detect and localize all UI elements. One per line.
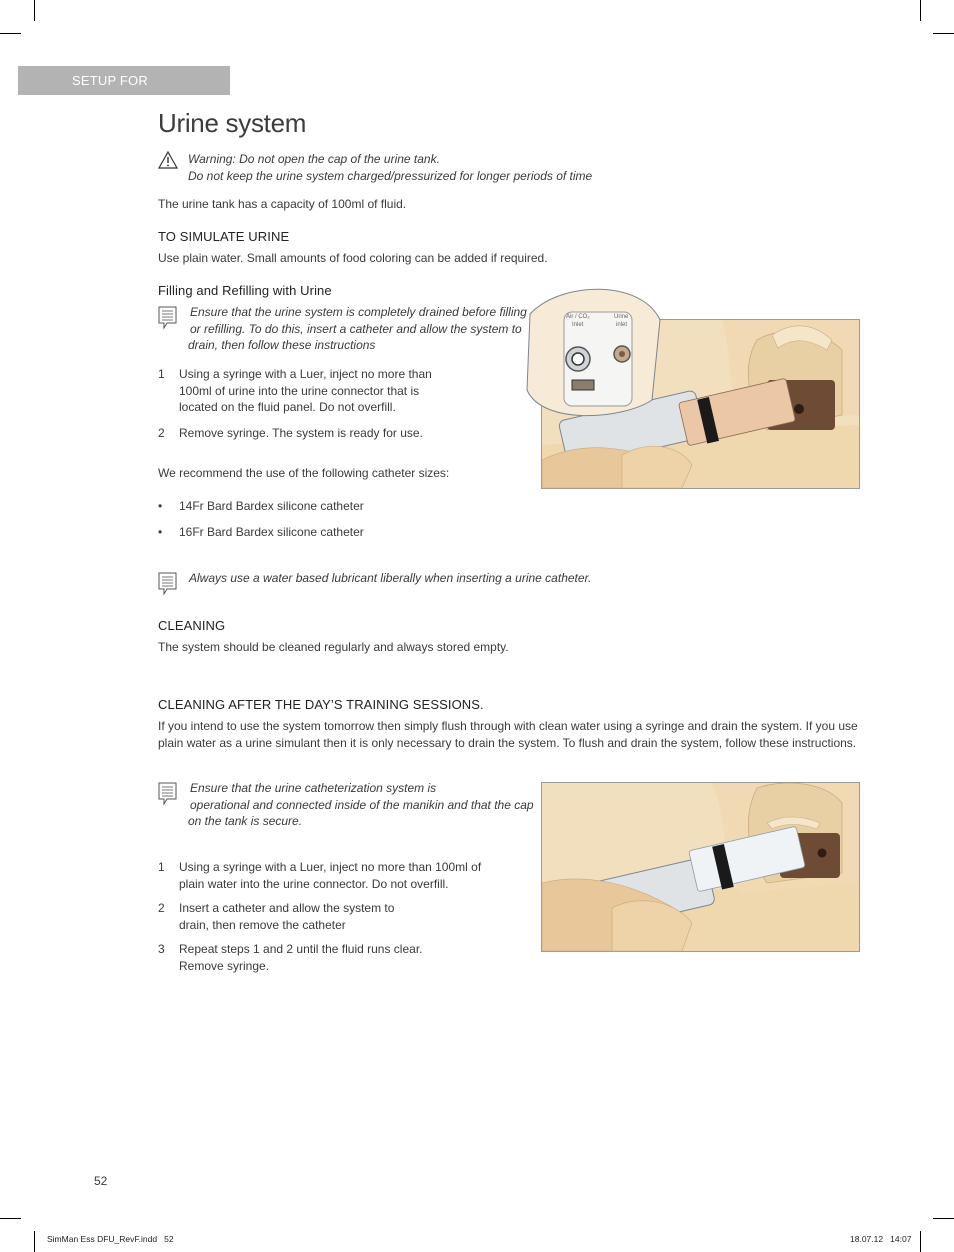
step-line: Remove syringe. The system is ready for use. xyxy=(179,425,423,440)
step-line: 100ml of urine into the urine connector that is xyxy=(179,383,420,398)
catheter-list xyxy=(158,498,364,540)
step-line: plain water into the urine connector. Do not overfill. xyxy=(179,876,449,891)
figure-label-urine: Urine xyxy=(614,314,629,320)
step-item xyxy=(158,941,498,974)
page-number: 52 xyxy=(94,1174,108,1188)
lubricant-note: Always use a water based lubricant liberally when inserting a urine catheter. xyxy=(189,571,592,585)
filling-note xyxy=(188,304,527,354)
bullet-item: • 16Fr Bard Bardex silicone catheter xyxy=(158,524,364,539)
figure-label-air: Air / CO₂ xyxy=(566,314,590,320)
crop-mark xyxy=(34,1231,35,1252)
note-icon xyxy=(158,572,178,596)
step-number: 3 xyxy=(158,942,165,956)
step-item xyxy=(158,900,498,933)
step-number: 2 xyxy=(158,901,165,915)
filling-heading: Filling and Refilling with Urine xyxy=(158,283,332,298)
section-tab: SETUP FOR SIMULATION xyxy=(18,66,230,95)
step-item xyxy=(158,425,448,442)
crop-mark xyxy=(34,0,35,21)
step-line: located on the fluid panel. Do not overfill. xyxy=(179,400,396,414)
step-line: Repeat steps 1 and 2 until the fluid runs clear. xyxy=(179,942,423,956)
step-line: drain, then remove the catheter xyxy=(179,917,346,932)
step-line: Using a syringe with a Luer, inject no more than xyxy=(179,367,432,381)
cleaning-heading: CLEANING xyxy=(158,618,226,633)
simulate-text: Use plain water. Small amounts of food coloring can be added if required. xyxy=(158,251,548,265)
step-number: 1 xyxy=(158,367,165,381)
page-title: Urine system xyxy=(158,108,307,138)
crop-mark xyxy=(920,0,921,21)
paragraph-line: plain water as a urine simulant then it is only necessary to drain the system. To flush and drain the system, follow these instructions. xyxy=(158,735,857,750)
crop-mark xyxy=(933,33,954,34)
syringe-flush-illustration xyxy=(541,782,860,952)
cleaning-text: The system should be cleaned regularly and always stored empty. xyxy=(158,640,509,654)
footer-date: 18.07.12 14:07 xyxy=(850,1234,912,1244)
warning-text xyxy=(188,151,592,184)
crop-mark xyxy=(920,1231,921,1252)
step-line: Using a syringe with a Luer, inject no more than 100ml of xyxy=(179,860,482,874)
bullet-text: 14Fr Bard Bardex silicone catheter xyxy=(179,499,364,513)
paragraph-line: If you intend to use the system tomorrow then simply flush through with clean water using a syringe and drain the system. If you use xyxy=(158,719,858,733)
after-training-steps xyxy=(158,859,498,974)
step-item xyxy=(158,859,498,892)
step-item xyxy=(158,366,448,416)
figure-label-urine-inlet: inlet xyxy=(616,322,628,328)
warning-line: Do not keep the urine system charged/pressurized for longer periods of time xyxy=(188,168,593,183)
after-training-note xyxy=(188,780,534,830)
bullet-item: • 14Fr Bard Bardex silicone catheter xyxy=(158,499,364,513)
after-training-heading: CLEANING AFTER THE DAY’S TRAINING SESSIONS. xyxy=(158,697,484,712)
note-icon xyxy=(158,306,178,330)
filling-steps xyxy=(158,366,448,441)
step-line: Remove syringe. xyxy=(179,958,270,973)
crop-mark xyxy=(933,1218,954,1219)
footer-file: SimMan Ess DFU_RevF.indd 52 xyxy=(47,1234,174,1244)
simulate-heading: TO SIMULATE URINE xyxy=(158,229,290,244)
note-line: Ensure that the urine catheterization system is xyxy=(190,781,437,795)
capacity-text: The urine tank has a capacity of 100ml of fluid. xyxy=(158,197,407,211)
bullet-text: 16Fr Bard Bardex silicone catheter xyxy=(179,524,364,539)
crop-mark xyxy=(0,1218,21,1219)
step-number: 2 xyxy=(158,425,165,440)
note-line: operational and connected inside of the manikin and that the cap xyxy=(190,797,534,812)
note-line: or refilling. To do this, insert a catheter and allow the system to xyxy=(190,321,522,336)
note-line: on the tank is secure. xyxy=(188,814,303,828)
note-line: drain, then follow these instructions xyxy=(188,338,376,352)
warning-icon xyxy=(158,151,178,169)
syringe-fluid-panel-illustration xyxy=(541,314,860,489)
after-training-text xyxy=(158,718,858,751)
crop-mark xyxy=(0,33,21,34)
step-number: 1 xyxy=(158,860,165,874)
note-icon xyxy=(158,782,178,806)
step-line: Insert a catheter and allow the system to xyxy=(179,901,395,915)
recommend-text: We recommend the use of the following catheter sizes: xyxy=(158,466,450,480)
figure-label-air-inlet: Inlet xyxy=(572,322,584,328)
warning-line: Warning: Do not open the cap of the urine tank. xyxy=(188,152,440,166)
note-line: Ensure that the urine system is completely drained before filling xyxy=(190,305,527,319)
